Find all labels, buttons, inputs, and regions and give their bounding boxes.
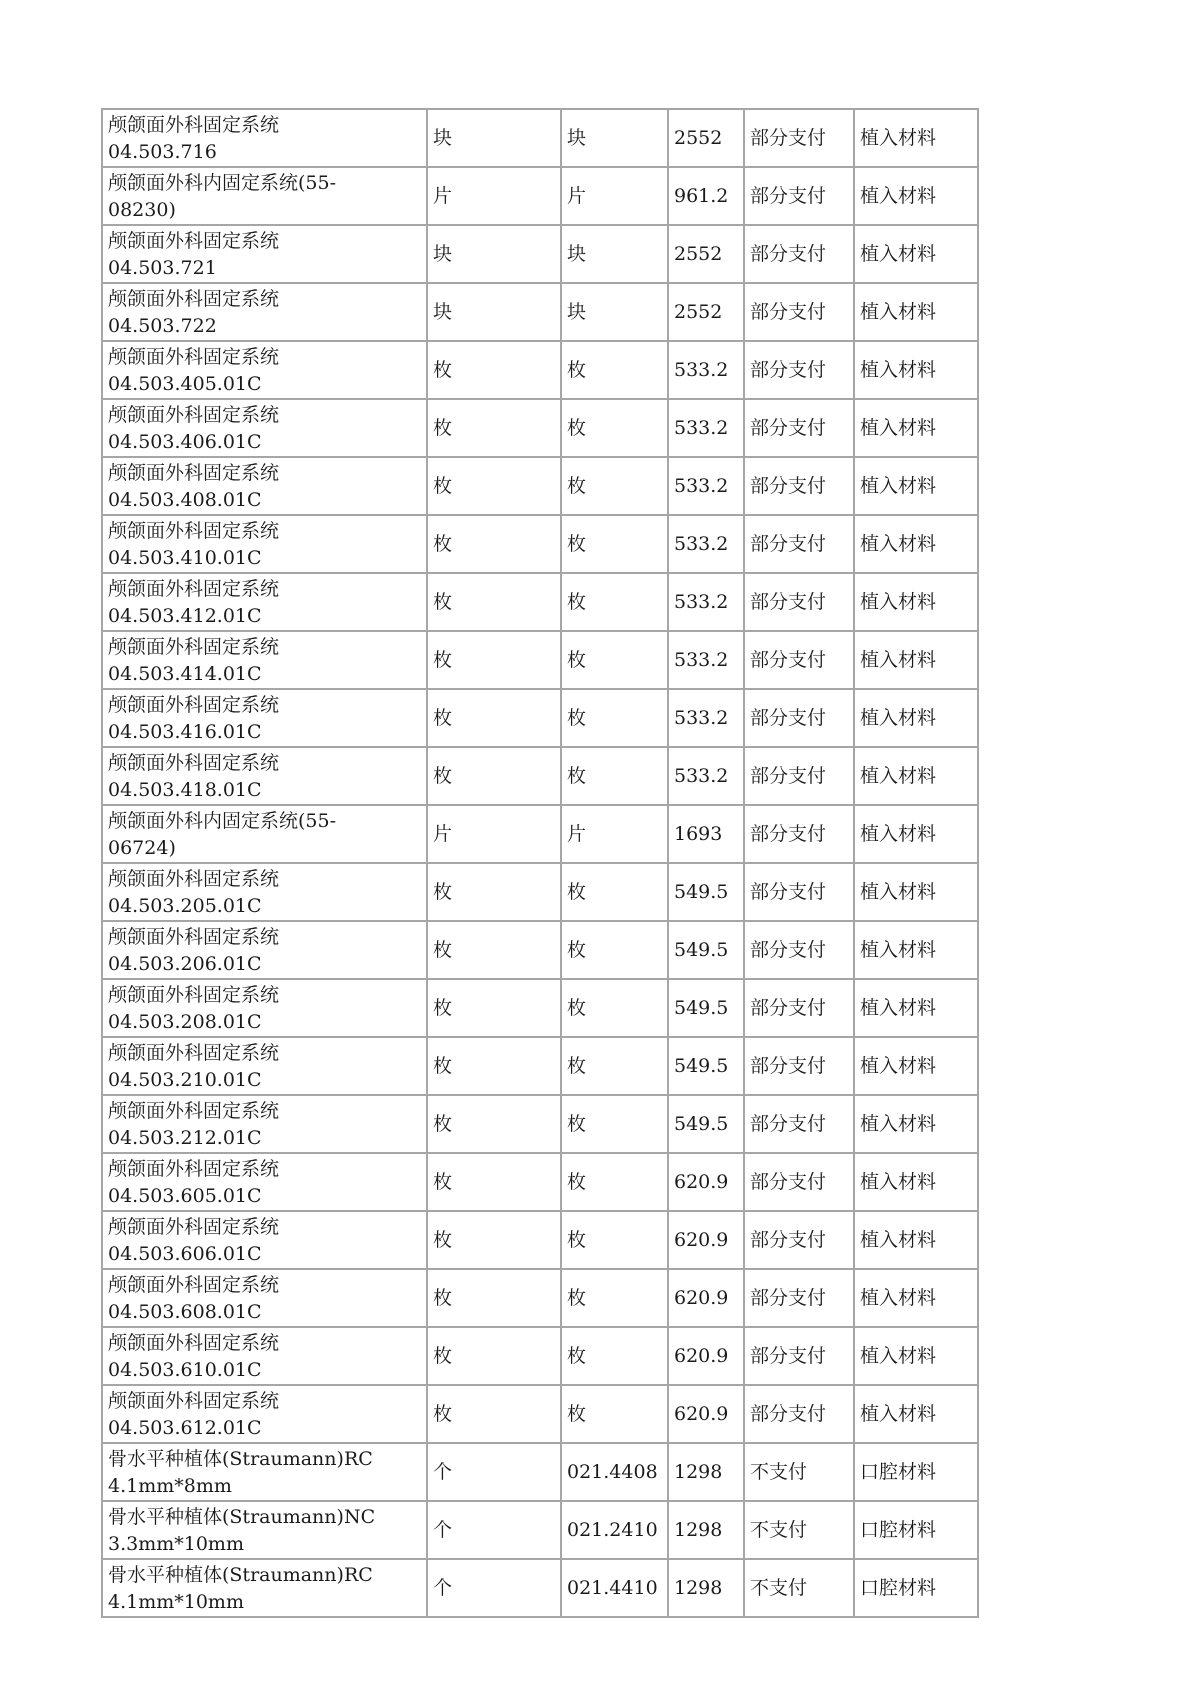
spec-cell: 枚 (561, 863, 668, 921)
unit-cell: 块 (427, 283, 561, 341)
spec-cell: 块 (561, 225, 668, 283)
unit-cell: 枚 (427, 1385, 561, 1443)
table-row (102, 457, 978, 515)
item-name-line1: 颅颌面外科固定系统 (108, 1332, 280, 1354)
price-cell: 549.5 (668, 1095, 744, 1153)
item-name-line2: 04.503.605.01C (108, 1185, 262, 1207)
unit-cell: 枚 (427, 457, 561, 515)
table-row (102, 805, 978, 863)
item-name-cell (102, 921, 427, 979)
spec-cell: 枚 (561, 747, 668, 805)
item-name-cell (102, 457, 427, 515)
item-name-line2: 04.503.606.01C (108, 1243, 262, 1265)
unit-cell: 枚 (427, 341, 561, 399)
category-cell: 植入材料 (854, 283, 978, 341)
unit-cell: 枚 (427, 747, 561, 805)
table-row (102, 1385, 978, 1443)
item-name-line1: 颅颌面外科固定系统 (108, 1100, 280, 1122)
price-cell: 2552 (668, 109, 744, 167)
unit-cell: 枚 (427, 1211, 561, 1269)
payment-type-cell: 部分支付 (744, 573, 854, 631)
payment-type-cell: 部分支付 (744, 1095, 854, 1153)
item-name-cell (102, 341, 427, 399)
price-cell: 533.2 (668, 689, 744, 747)
category-cell: 植入材料 (854, 1211, 978, 1269)
category-cell: 植入材料 (854, 689, 978, 747)
item-name-line2: 04.503.212.01C (108, 1127, 262, 1149)
item-name-line2: 06724) (108, 837, 176, 859)
spec-cell: 枚 (561, 1037, 668, 1095)
unit-cell: 枚 (427, 515, 561, 573)
unit-cell: 片 (427, 805, 561, 863)
table-row (102, 631, 978, 689)
item-name-line1: 颅颌面外科固定系统 (108, 1042, 280, 1064)
item-name-line1: 颅颌面外科固定系统 (108, 346, 280, 368)
table-row (102, 225, 978, 283)
item-name-line1: 颅颌面外科固定系统 (108, 1216, 280, 1238)
item-name-cell (102, 225, 427, 283)
payment-type-cell: 不支付 (744, 1501, 854, 1559)
item-name-cell (102, 167, 427, 225)
payment-type-cell: 部分支付 (744, 167, 854, 225)
payment-type-cell: 部分支付 (744, 1153, 854, 1211)
item-name-line1: 颅颌面外科固定系统 (108, 520, 280, 542)
payment-type-cell: 部分支付 (744, 979, 854, 1037)
table-row (102, 573, 978, 631)
item-name-cell (102, 399, 427, 457)
spec-cell: 块 (561, 109, 668, 167)
spec-cell: 枚 (561, 457, 668, 515)
unit-cell: 枚 (427, 1037, 561, 1095)
payment-type-cell: 部分支付 (744, 457, 854, 515)
category-cell: 植入材料 (854, 747, 978, 805)
price-cell: 533.2 (668, 399, 744, 457)
unit-cell: 块 (427, 225, 561, 283)
payment-type-cell: 部分支付 (744, 515, 854, 573)
category-cell: 植入材料 (854, 109, 978, 167)
item-name-line2: 04.503.721 (108, 257, 217, 279)
item-name-line2: 04.503.412.01C (108, 605, 262, 627)
unit-cell: 枚 (427, 689, 561, 747)
payment-type-cell: 部分支付 (744, 921, 854, 979)
table-row (102, 747, 978, 805)
item-name-line2: 04.503.610.01C (108, 1359, 262, 1381)
table-row (102, 1559, 978, 1617)
category-cell: 口腔材料 (854, 1559, 978, 1617)
item-name-cell (102, 283, 427, 341)
spec-cell: 块 (561, 283, 668, 341)
item-name-line2: 04.503.414.01C (108, 663, 262, 685)
item-name-cell (102, 1037, 427, 1095)
table-row (102, 341, 978, 399)
spec-cell: 片 (561, 167, 668, 225)
item-name-line1: 颅颌面外科固定系统 (108, 1274, 280, 1296)
unit-cell: 枚 (427, 863, 561, 921)
price-cell: 1693 (668, 805, 744, 863)
payment-type-cell: 部分支付 (744, 747, 854, 805)
price-cell: 533.2 (668, 457, 744, 515)
payment-type-cell: 部分支付 (744, 1211, 854, 1269)
category-cell: 植入材料 (854, 573, 978, 631)
item-name-cell (102, 805, 427, 863)
item-name-line2: 04.503.416.01C (108, 721, 262, 743)
item-name-cell (102, 1385, 427, 1443)
category-cell: 植入材料 (854, 805, 978, 863)
category-cell: 植入材料 (854, 225, 978, 283)
price-cell: 620.9 (668, 1211, 744, 1269)
item-name-line1: 骨水平种植体(Straumann)RC (108, 1564, 373, 1586)
unit-cell: 枚 (427, 1153, 561, 1211)
price-cell: 620.9 (668, 1269, 744, 1327)
item-name-line2: 04.503.408.01C (108, 489, 262, 511)
spec-cell: 枚 (561, 921, 668, 979)
payment-type-cell: 部分支付 (744, 1327, 854, 1385)
table-row (102, 1327, 978, 1385)
item-name-line1: 颅颌面外科固定系统 (108, 404, 280, 426)
item-name-line2: 04.503.210.01C (108, 1069, 262, 1091)
payment-type-cell: 不支付 (744, 1559, 854, 1617)
item-name-line1: 颅颌面外科固定系统 (108, 752, 280, 774)
unit-cell: 块 (427, 109, 561, 167)
category-cell: 植入材料 (854, 863, 978, 921)
item-name-line1: 颅颌面外科固定系统 (108, 1158, 280, 1180)
item-name-line1: 颅颌面外科固定系统 (108, 230, 280, 252)
category-cell: 植入材料 (854, 1385, 978, 1443)
category-cell: 植入材料 (854, 1153, 978, 1211)
item-name-line2: 04.503.206.01C (108, 953, 262, 975)
unit-cell: 个 (427, 1501, 561, 1559)
item-name-line1: 颅颌面外科固定系统 (108, 462, 280, 484)
item-name-line1: 颅颌面外科固定系统 (108, 1390, 280, 1412)
price-cell: 2552 (668, 225, 744, 283)
item-name-line2: 04.503.208.01C (108, 1011, 262, 1033)
unit-cell: 片 (427, 167, 561, 225)
spec-cell: 枚 (561, 1327, 668, 1385)
spec-cell: 021.4408 (561, 1443, 668, 1501)
category-cell: 植入材料 (854, 399, 978, 457)
item-name-line1: 颅颌面外科固定系统 (108, 868, 280, 890)
spec-cell: 枚 (561, 399, 668, 457)
table-body (102, 109, 978, 1617)
category-cell: 植入材料 (854, 341, 978, 399)
payment-type-cell: 部分支付 (744, 1037, 854, 1095)
price-cell: 549.5 (668, 1037, 744, 1095)
spec-cell: 021.4410 (561, 1559, 668, 1617)
unit-cell: 枚 (427, 1327, 561, 1385)
table-row (102, 863, 978, 921)
table-row (102, 1153, 978, 1211)
category-cell: 植入材料 (854, 515, 978, 573)
spec-cell: 枚 (561, 1269, 668, 1327)
table-row (102, 399, 978, 457)
category-cell: 植入材料 (854, 1095, 978, 1153)
item-name-cell (102, 1211, 427, 1269)
item-name-line2: 04.503.406.01C (108, 431, 262, 453)
price-cell: 620.9 (668, 1153, 744, 1211)
item-name-cell (102, 747, 427, 805)
item-name-line2: 08230) (108, 199, 176, 221)
spec-cell: 枚 (561, 1095, 668, 1153)
category-cell: 植入材料 (854, 631, 978, 689)
unit-cell: 枚 (427, 979, 561, 1037)
price-cell: 2552 (668, 283, 744, 341)
item-name-line1: 颅颌面外科固定系统 (108, 288, 280, 310)
item-name-line2: 04.503.410.01C (108, 547, 262, 569)
category-cell: 植入材料 (854, 979, 978, 1037)
price-cell: 549.5 (668, 921, 744, 979)
item-name-line2: 04.503.608.01C (108, 1301, 262, 1323)
table-row (102, 1443, 978, 1501)
item-name-cell (102, 1095, 427, 1153)
unit-cell: 枚 (427, 399, 561, 457)
payment-type-cell: 不支付 (744, 1443, 854, 1501)
item-name-line1: 颅颌面外科固定系统 (108, 694, 280, 716)
price-cell: 533.2 (668, 341, 744, 399)
item-name-cell (102, 1501, 427, 1559)
price-cell: 549.5 (668, 863, 744, 921)
item-name-line1: 颅颌面外科固定系统 (108, 984, 280, 1006)
payment-type-cell: 部分支付 (744, 225, 854, 283)
item-name-line2: 4.1mm*8mm (108, 1475, 232, 1497)
table-row (102, 1037, 978, 1095)
item-name-cell (102, 515, 427, 573)
table-row (102, 1211, 978, 1269)
price-cell: 1298 (668, 1501, 744, 1559)
item-name-line2: 04.503.722 (108, 315, 217, 337)
spec-cell: 片 (561, 805, 668, 863)
item-name-cell (102, 631, 427, 689)
spec-cell: 枚 (561, 631, 668, 689)
unit-cell: 个 (427, 1559, 561, 1617)
table-row (102, 979, 978, 1037)
payment-type-cell: 部分支付 (744, 1269, 854, 1327)
price-cell: 549.5 (668, 979, 744, 1037)
category-cell: 植入材料 (854, 457, 978, 515)
item-name-line1: 颅颌面外科内固定系统(55- (108, 810, 337, 832)
price-cell: 1298 (668, 1443, 744, 1501)
spec-cell: 枚 (561, 573, 668, 631)
item-name-cell (102, 1153, 427, 1211)
table-row (102, 109, 978, 167)
table-row (102, 921, 978, 979)
price-cell: 620.9 (668, 1385, 744, 1443)
unit-cell: 枚 (427, 631, 561, 689)
table-row (102, 283, 978, 341)
unit-cell: 枚 (427, 921, 561, 979)
spec-cell: 枚 (561, 341, 668, 399)
item-name-line2: 04.503.612.01C (108, 1417, 262, 1439)
unit-cell: 枚 (427, 573, 561, 631)
payment-type-cell: 部分支付 (744, 283, 854, 341)
table-row (102, 1269, 978, 1327)
price-cell: 961.2 (668, 167, 744, 225)
category-cell: 植入材料 (854, 921, 978, 979)
payment-type-cell: 部分支付 (744, 689, 854, 747)
table-row (102, 167, 978, 225)
table-row (102, 1501, 978, 1559)
payment-type-cell: 部分支付 (744, 341, 854, 399)
category-cell: 植入材料 (854, 1269, 978, 1327)
payment-type-cell: 部分支付 (744, 1385, 854, 1443)
item-name-cell (102, 1269, 427, 1327)
category-cell: 口腔材料 (854, 1501, 978, 1559)
payment-type-cell: 部分支付 (744, 863, 854, 921)
item-name-line2: 04.503.716 (108, 141, 217, 163)
materials-table (101, 108, 979, 1618)
item-name-cell (102, 863, 427, 921)
spec-cell: 枚 (561, 979, 668, 1037)
table-row (102, 515, 978, 573)
item-name-line2: 04.503.418.01C (108, 779, 262, 801)
unit-cell: 枚 (427, 1269, 561, 1327)
item-name-cell (102, 109, 427, 167)
item-name-line1: 颅颌面外科固定系统 (108, 926, 280, 948)
item-name-line1: 颅颌面外科固定系统 (108, 578, 280, 600)
price-cell: 533.2 (668, 515, 744, 573)
item-name-line1: 骨水平种植体(Straumann)RC (108, 1448, 373, 1470)
item-name-cell (102, 689, 427, 747)
price-cell: 533.2 (668, 631, 744, 689)
payment-type-cell: 部分支付 (744, 631, 854, 689)
item-name-line2: 04.503.205.01C (108, 895, 262, 917)
item-name-line1: 颅颌面外科固定系统 (108, 636, 280, 658)
payment-type-cell: 部分支付 (744, 399, 854, 457)
category-cell: 植入材料 (854, 1327, 978, 1385)
item-name-cell (102, 1327, 427, 1385)
unit-cell: 枚 (427, 1095, 561, 1153)
item-name-cell (102, 1443, 427, 1501)
payment-type-cell: 部分支付 (744, 109, 854, 167)
spec-cell: 枚 (561, 515, 668, 573)
category-cell: 口腔材料 (854, 1443, 978, 1501)
spec-cell: 枚 (561, 1211, 668, 1269)
payment-type-cell: 部分支付 (744, 805, 854, 863)
price-cell: 1298 (668, 1559, 744, 1617)
item-name-line1: 骨水平种植体(Straumann)NC (108, 1506, 376, 1528)
table-row (102, 689, 978, 747)
spec-cell: 枚 (561, 1385, 668, 1443)
item-name-cell (102, 573, 427, 631)
price-cell: 620.9 (668, 1327, 744, 1385)
item-name-cell (102, 979, 427, 1037)
spec-cell: 枚 (561, 689, 668, 747)
price-cell: 533.2 (668, 573, 744, 631)
item-name-line1: 颅颌面外科固定系统 (108, 114, 280, 136)
unit-cell: 个 (427, 1443, 561, 1501)
table-row (102, 1095, 978, 1153)
category-cell: 植入材料 (854, 1037, 978, 1095)
item-name-line2: 4.1mm*10mm (108, 1591, 244, 1613)
spec-cell: 021.2410 (561, 1501, 668, 1559)
item-name-line2: 3.3mm*10mm (108, 1533, 244, 1555)
item-name-cell (102, 1559, 427, 1617)
spec-cell: 枚 (561, 1153, 668, 1211)
item-name-line2: 04.503.405.01C (108, 373, 262, 395)
item-name-line1: 颅颌面外科内固定系统(55- (108, 172, 337, 194)
category-cell: 植入材料 (854, 167, 978, 225)
price-cell: 533.2 (668, 747, 744, 805)
